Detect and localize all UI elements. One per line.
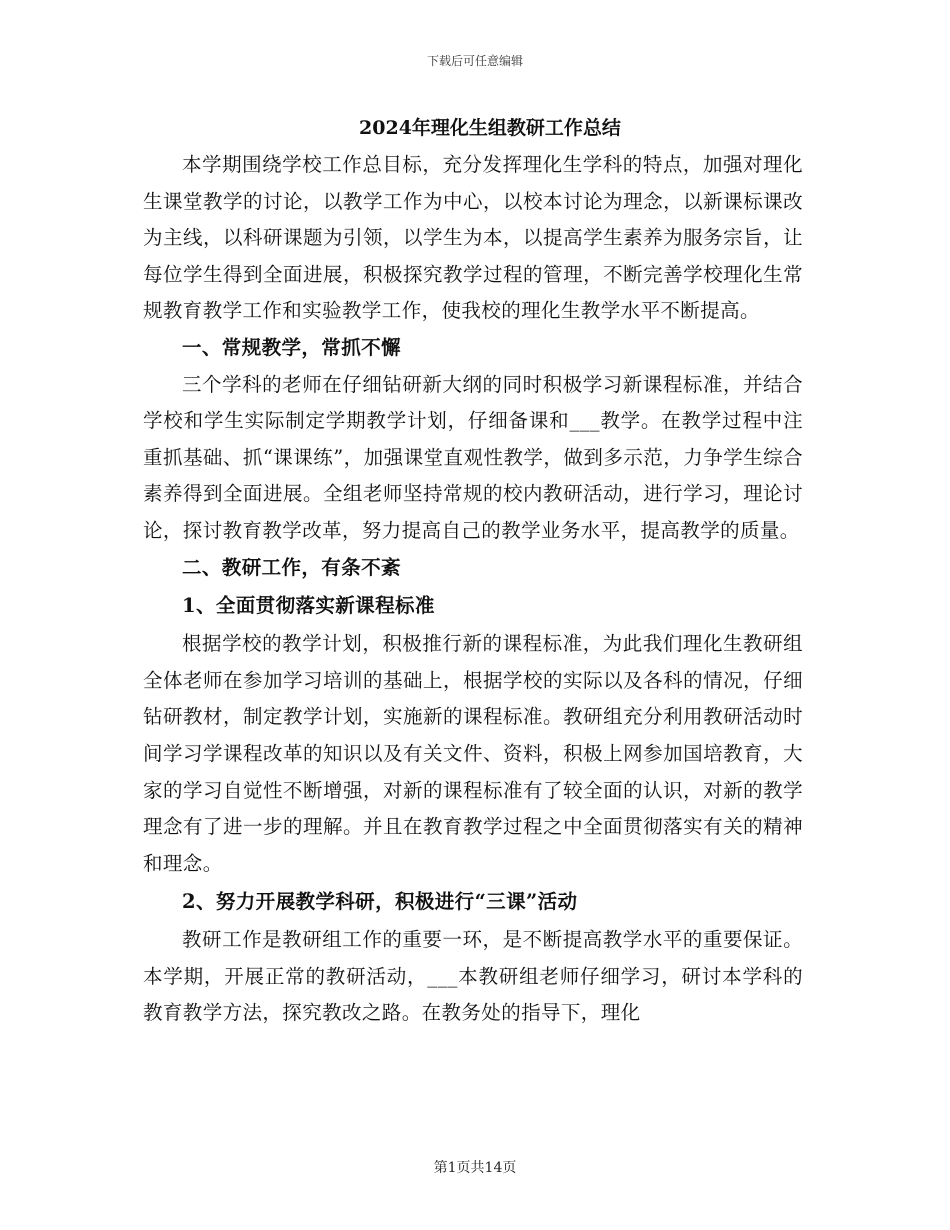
document-title: 2024年理化生组教研工作总结 — [359, 117, 621, 139]
section1-paragraph: 三个学科的老师在仔细钻研新大纲的同时积极学习新课程标准，并结合学校和学生实际制定学期教学计划，仔细备课和___教学。在教学过程中注重抓基础、抓“课课练”，加强课堂直观性教学，做到多示范，力争学生综合素养得到全面进展。全组老师坚持常规的校内教研活动，进行学习，理论讨论，探讨教育教学改革，努力提高自己的教学业务水平，提高教学的质量。 — [143, 372, 803, 542]
intro-paragraph: 本学期围绕学校工作总目标，充分发挥理化生学科的特点，加强对理化生课堂教学的讨论，以教学工作为中心，以校本讨论为理念，以新课标课改为主线，以科研课题为引领，以学生为本，以提高学生素养为服务宗旨，让每位学生得到全面进展，积极探究教学过程的管理，不断完善学校理化生常规教育教学工作和实验教学工作，使我校的理化生教学水平不断提高。 — [143, 153, 803, 323]
page-number-footer: 第1页共14页 — [433, 1160, 517, 1176]
section2-heading: 二、教研工作，有条不紊 — [182, 555, 401, 579]
section2-sub2-heading: 2、努力开展教学科研，积极进行“三课”活动 — [182, 890, 578, 914]
section1-heading: 一、常规教学，常抓不懈 — [182, 335, 401, 359]
section2-sub1-paragraph: 根据学校的教学计划，积极推行新的课程标准，为此我们理化生教研组全体老师在参加学习培训的基础上，根据学校的实际以及各科的情况，仔细钻研教材，制定教学计划，实施新的课程标准。教研组充分利用教研活动时间学习学课程改革的知识以及有关文件、资料，积极上网参加国培教育，大家的学习自觉性不断增强，对新的课程标准有了较全面的认识，对新的教学理念有了进一步的理解。并且在教育教学过程之中全面贯彻落实有关的精神和理念。 — [143, 632, 803, 875]
section2-sub2-paragraph: 教研工作是教研组工作的重要一环，是不断提高教学水平的重要保证。本学期，开展正常的教研活动，___本教研组老师仔细学习，研讨本学科的教育教学方法，探究教改之路。在教务处的指导下，理化 — [143, 928, 803, 1025]
document-body — [143, 147, 803, 1032]
section2-sub1-heading: 1、全面贯彻落实新课程标准 — [182, 594, 435, 618]
page-header-note: 下载后可任意编辑 — [426, 54, 523, 68]
